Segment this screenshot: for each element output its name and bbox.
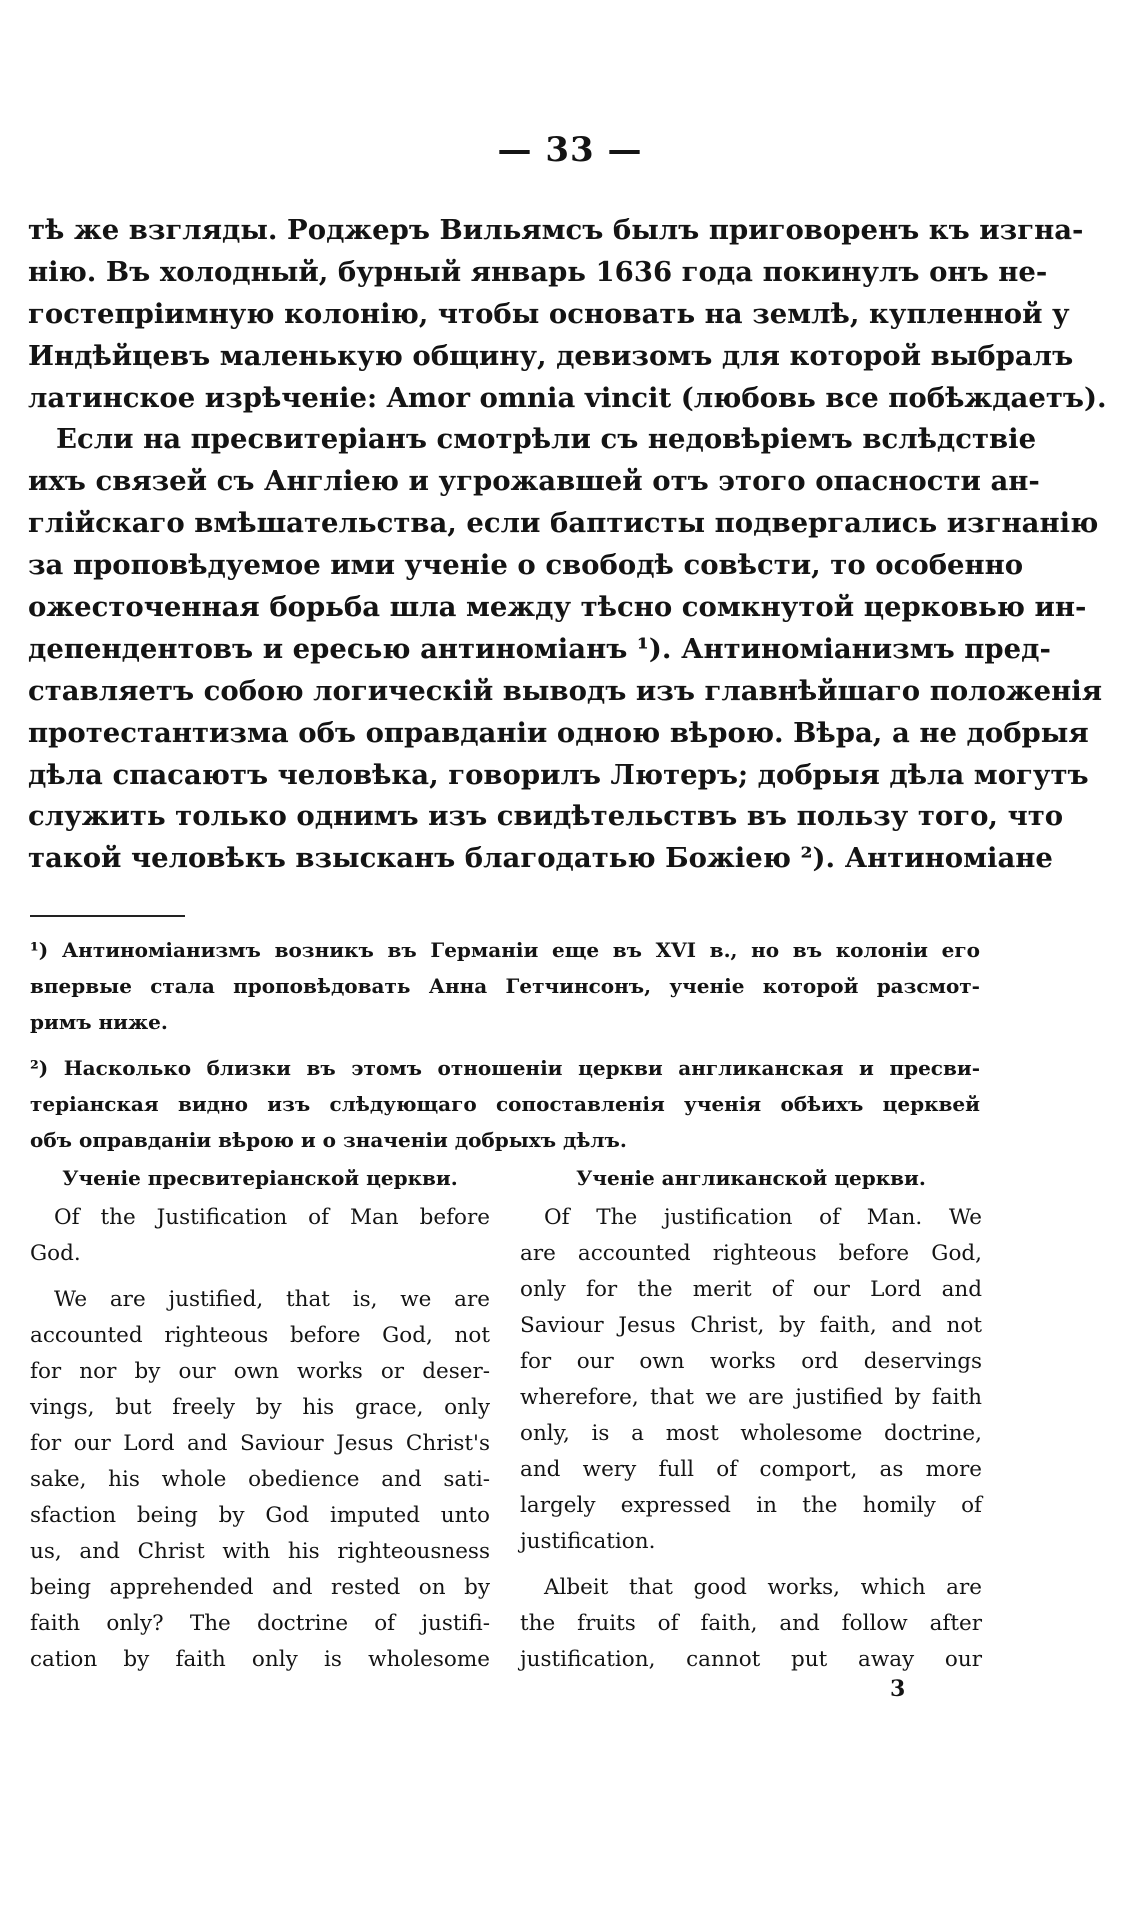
column-line: Saviour Jesus Christ, by faith, and not	[520, 1313, 982, 1338]
column-line: only for the merit of our Lord and	[520, 1277, 982, 1302]
footnote-line: ¹) Антиноміанизмъ возникъ въ Германіи еще въ XVI в., но въ колоніи его	[30, 938, 980, 962]
column-line: faith only? The doctrine of justifi-	[30, 1611, 490, 1636]
column-line: We are justified, that is, we are	[54, 1287, 490, 1312]
column-line: only, is a most wholesome doctrine,	[520, 1421, 982, 1446]
footnote-line: впервые стала проповѣдовать Анна Гетчинсонъ, ученіе которой разсмот-	[30, 974, 980, 998]
column-line: cation by faith only is wholesome	[30, 1647, 490, 1672]
text-line: Если на пресвитеріанъ смотрѣли съ недовѣріемъ вслѣдствіе	[56, 423, 1037, 456]
footnote-gap	[30, 1040, 980, 1050]
text-line: депендентовъ и ересью антиноміанъ ¹). Антиноміанизмъ пред-	[28, 632, 1051, 665]
column-line: vings, but freely by his grace, only	[30, 1395, 490, 1420]
text-line: глійскаго вмѣшательства, если баптисты подвергались изгнанію	[28, 507, 1099, 540]
signature-mark: 3	[890, 1676, 906, 1702]
column-line: for nor by our own works or deser-	[30, 1359, 490, 1384]
footnote-2	[30, 1050, 980, 1158]
paragraph-gap	[30, 1272, 490, 1282]
column-line: for our own works ord deservings	[520, 1349, 982, 1374]
text-line: дѣла спасаютъ человѣка, говорилъ Лютеръ; добрыя дѣла могутъ	[28, 758, 1089, 791]
footnote-1	[30, 932, 980, 1040]
footnote-line: ²) Насколько близки въ этомъ отношеніи церкви англиканская и пресви-	[30, 1056, 980, 1080]
text-line: протестантизма объ оправданіи одною вѣрою. Вѣра, а не добрыя	[28, 716, 1089, 749]
left-column-heading: Ученіе пресвитеріанской церкви.	[62, 1166, 458, 1190]
main-body-text	[28, 210, 1107, 880]
left-paragraph-2	[30, 1282, 490, 1678]
text-line: ожесточенная борьба шла между тѣсно сомкнутой церковью ин-	[28, 591, 1087, 624]
column-line: and wery full of comport, as more	[520, 1457, 982, 1482]
column-line: for our Lord and Saviour Jesus Christ's	[30, 1431, 490, 1456]
column-line: us, and Christ with his righteousness	[30, 1539, 490, 1564]
column-line: largely expressed in the homily of	[520, 1493, 982, 1518]
column-line: justification.	[520, 1529, 656, 1554]
right-column-heading: Ученіе англиканской церкви.	[576, 1166, 926, 1190]
column-line: are accounted righteous before God,	[520, 1241, 982, 1266]
text-line: гостепріимную колонію, чтобы основать на землѣ, купленной у	[28, 297, 1070, 330]
column-line: being apprehended and rested on by	[30, 1575, 490, 1600]
column-line: sake, his whole obedience and sati-	[30, 1467, 490, 1492]
text-line: ихъ связей съ Англіею и угрожавшей отъ этого опасности ан-	[28, 465, 1040, 498]
presbyterian-doctrine-column	[30, 1160, 490, 1678]
text-line: латинское изрѣченіе: Amor omnia vincit (любовь все побѣждаетъ).	[28, 381, 1107, 414]
footnote-line: теріанская видно изъ слѣдующаго сопоставленія ученія обѣихъ церквей	[30, 1092, 980, 1116]
column-line: sfaction being by God imputed unto	[30, 1503, 490, 1528]
column-line: Of the Justification of Man before	[54, 1205, 490, 1230]
right-paragraph-1	[520, 1200, 982, 1560]
footnote-line: римъ ниже.	[30, 1010, 168, 1034]
column-line: Of The justification of Man. We	[544, 1205, 982, 1230]
text-line: за проповѣдуемое ими ученіе о свободѣ совѣсти, то особенно	[28, 549, 1024, 582]
column-line: the fruits of faith, and follow after	[520, 1611, 982, 1636]
text-line: Индѣйцевъ маленькую общину, девизомъ для которой выбралъ	[28, 339, 1074, 372]
text-line: нію. Въ холодный, бурный январь 1636 года покинулъ онъ не-	[28, 255, 1048, 288]
paragraph-gap	[520, 1560, 982, 1570]
text-line: ставляетъ собою логическій выводъ изъ главнѣйшаго положенія	[28, 674, 1103, 707]
column-line: accounted righteous before God, not	[30, 1323, 490, 1348]
right-paragraph-2	[520, 1570, 982, 1678]
text-line: такой человѣкъ взысканъ благодатью Божіею ²). Антиноміане	[28, 842, 1053, 875]
column-line: Albeit that good works, which are	[544, 1575, 982, 1600]
text-line: служить только однимъ изъ свидѣтельствъ въ пользу того, что	[28, 800, 1064, 833]
footnote-divider	[30, 915, 185, 917]
column-line: wherefore, that we are justified by faith	[520, 1385, 982, 1410]
anglican-doctrine-column	[520, 1160, 982, 1678]
text-line: тѣ же взгляды. Роджеръ Вильямсъ былъ приговоренъ къ изгна-	[28, 214, 1084, 246]
footnote-line: объ оправданіи вѣрою и о значеніи добрыхъ дѣлъ.	[30, 1128, 627, 1152]
column-line: God.	[30, 1241, 81, 1266]
column-line: justification, cannot put away our	[520, 1647, 982, 1672]
footnotes	[30, 932, 980, 1158]
left-paragraph-1	[30, 1200, 490, 1272]
page-number: — 33 —	[497, 130, 643, 170]
